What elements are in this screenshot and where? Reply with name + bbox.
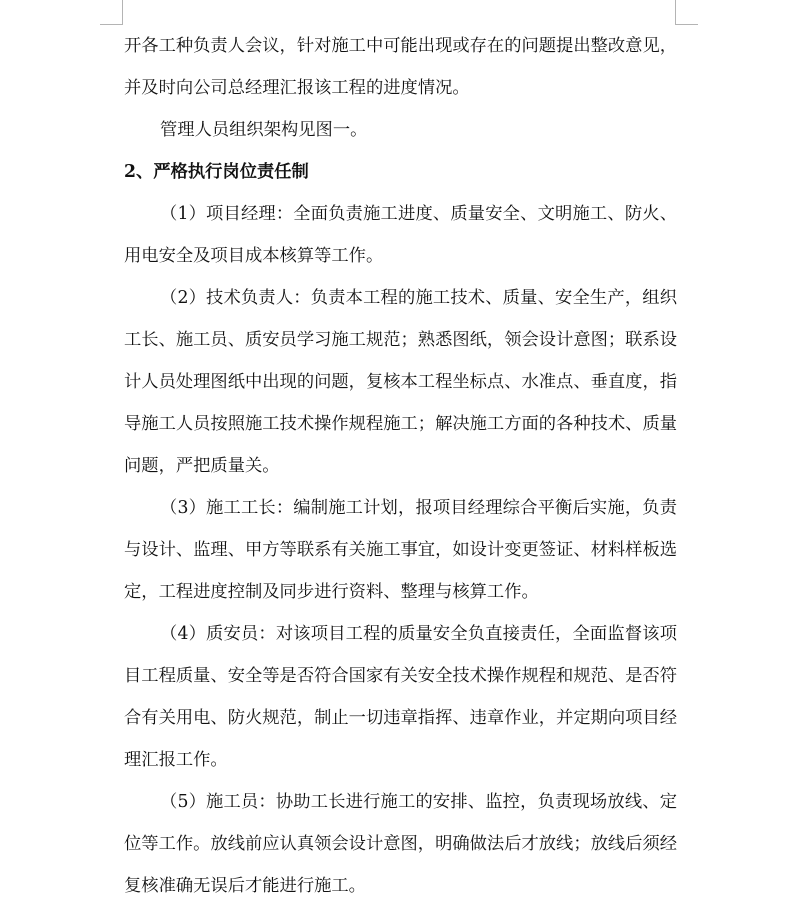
paragraph-progress-report: 开各工种负责人会议，针对施工中可能出现或存在的问题提出整改意见，并及时向公司总经理汇报该工程的进度情况。 xyxy=(124,36,678,98)
crop-mark-top-left xyxy=(100,0,123,25)
paragraph-site-foreman: （3）施工工长：编制施工计划，报项目经理综合平衡后实施，负责与设计、监理、甲方等联系有关施工事宜，如设计变更签证、材料样板选定，工程进度控制及同步进行资料、整理与核算工作。 xyxy=(124,498,678,602)
paragraph-quality-safety: （4）质安员：对该项目工程的质量安全负直接责任，全面监督该项目工程质量、安全等是否符合国家有关安全技术操作规程和规范、是否符合有关用电、防火规范，制止一切违章指挥、违章作业，并定期向项目经理汇报工作。 xyxy=(124,624,678,770)
section-heading-responsibility: 2、严格执行岗位责任制 xyxy=(124,162,309,182)
paragraph-org-chart-ref: 管理人员组织架构见图一。 xyxy=(160,120,368,140)
document-body xyxy=(124,25,677,907)
paragraph-project-manager: （1）项目经理：全面负责施工进度、质量安全、文明施工、防火、用电安全及项目成本核算等工作。 xyxy=(124,204,677,266)
crop-mark-top-right xyxy=(675,0,698,25)
paragraph-technical-lead: （2）技术负责人：负责本工程的施工技术、质量、安全生产，组织工长、施工员、质安员学习施工规范；熟悉图纸，领会设计意图；联系设计人员处理图纸中出现的问题，复核本工程坐标点、水准点、垂直度，指导施工人员按照施工技术操作规程施工；解决施工方面的各种技术、质量问题，严把质量关。 xyxy=(124,288,678,476)
paragraph-construction-staff: （5）施工员：协助工长进行施工的安排、监控，负责现场放线、定位等工作。放线前应认真领会设计意图，明确做法后才放线；放线后须经复核准确无误后才能进行施工。 xyxy=(124,792,678,896)
